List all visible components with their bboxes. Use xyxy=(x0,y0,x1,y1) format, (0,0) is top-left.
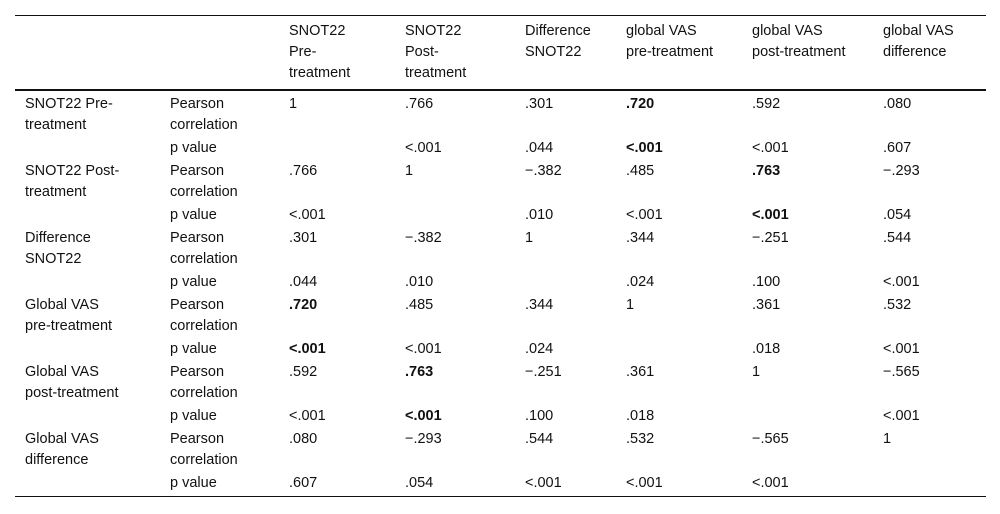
pearson-value: −.382 xyxy=(405,230,442,246)
pearson-label: Pearson correlation xyxy=(170,431,238,468)
pearson-value: .592 xyxy=(289,364,318,380)
p-value-label: p value xyxy=(170,408,217,424)
pearson-value: 1 xyxy=(289,96,298,112)
column-header: global VAS difference xyxy=(883,23,954,60)
p-value: .100 xyxy=(752,274,781,290)
pearson-value: −.565 xyxy=(752,431,789,447)
row-variable-label: Global VAS difference xyxy=(25,431,99,468)
pearson-value: .766 xyxy=(289,163,318,179)
p-value: <.001 xyxy=(883,408,920,424)
p-value: <.001 xyxy=(289,341,326,357)
p-value: .044 xyxy=(525,140,554,156)
p-value: .054 xyxy=(883,207,912,223)
pearson-value: .485 xyxy=(405,297,434,313)
row-variable-label: Global VAS pre-treatment xyxy=(25,297,113,334)
column-header: SNOT22 Pre- treatment xyxy=(289,23,351,81)
p-value: .010 xyxy=(405,274,434,290)
p-value-label: p value xyxy=(170,140,217,156)
p-value-label: p value xyxy=(170,207,217,223)
pearson-value: 1 xyxy=(752,364,761,380)
row-variable-label: SNOT22 Post- treatment xyxy=(25,163,120,200)
pearson-value: .080 xyxy=(883,96,912,112)
p-value: .018 xyxy=(752,341,781,357)
p-value: <.001 xyxy=(883,274,920,290)
p-value: .607 xyxy=(289,475,318,491)
p-value: .018 xyxy=(626,408,655,424)
pearson-value: .720 xyxy=(626,96,655,112)
column-header: Difference SNOT22 xyxy=(525,23,591,60)
table-top-rule xyxy=(15,15,986,16)
p-value: <.001 xyxy=(405,408,442,424)
pearson-value: .532 xyxy=(626,431,655,447)
pearson-value: −.565 xyxy=(883,364,920,380)
pearson-value: .485 xyxy=(626,163,655,179)
pearson-value: .361 xyxy=(752,297,781,313)
p-value: .044 xyxy=(289,274,318,290)
column-header: global VAS post-treatment xyxy=(752,23,846,60)
pearson-value: −.382 xyxy=(525,163,562,179)
pearson-label: Pearson correlation xyxy=(170,364,238,401)
p-value: .024 xyxy=(626,274,655,290)
column-header: SNOT22 Post- treatment xyxy=(405,23,467,81)
p-value: <.001 xyxy=(752,207,789,223)
pearson-value: .344 xyxy=(626,230,655,246)
pearson-value: .592 xyxy=(752,96,781,112)
p-value: .010 xyxy=(525,207,554,223)
pearson-value: .301 xyxy=(525,96,554,112)
row-variable-label: Global VAS post-treatment xyxy=(25,364,119,401)
p-value: .100 xyxy=(525,408,554,424)
pearson-value: .720 xyxy=(289,297,318,313)
pearson-label: Pearson correlation xyxy=(170,297,238,334)
table-header-rule xyxy=(15,89,986,91)
p-value-label: p value xyxy=(170,274,217,290)
p-value-label: p value xyxy=(170,341,217,357)
pearson-value: −.293 xyxy=(883,163,920,179)
pearson-value: −.251 xyxy=(752,230,789,246)
p-value: <.001 xyxy=(405,341,442,357)
p-value: <.001 xyxy=(752,475,789,491)
p-value-label: p value xyxy=(170,475,217,491)
p-value: .607 xyxy=(883,140,912,156)
pearson-value: .763 xyxy=(405,364,434,380)
pearson-value: .544 xyxy=(525,431,554,447)
p-value: <.001 xyxy=(626,475,663,491)
pearson-label: Pearson correlation xyxy=(170,230,238,267)
pearson-value: .080 xyxy=(289,431,318,447)
p-value: <.001 xyxy=(883,341,920,357)
pearson-value: .361 xyxy=(626,364,655,380)
pearson-value: 1 xyxy=(405,163,414,179)
row-variable-label: Difference SNOT22 xyxy=(25,230,91,267)
column-header: global VAS pre-treatment xyxy=(626,23,714,60)
pearson-value: −.251 xyxy=(525,364,562,380)
p-value: <.001 xyxy=(289,207,326,223)
p-value: <.001 xyxy=(405,140,442,156)
pearson-value: .544 xyxy=(883,230,912,246)
pearson-value: −.293 xyxy=(405,431,442,447)
pearson-label: Pearson correlation xyxy=(170,163,238,200)
p-value: .054 xyxy=(405,475,434,491)
p-value: <.001 xyxy=(752,140,789,156)
pearson-value: .344 xyxy=(525,297,554,313)
p-value: <.001 xyxy=(289,408,326,424)
pearson-value: .763 xyxy=(752,163,781,179)
pearson-value: .766 xyxy=(405,96,434,112)
pearson-value: .301 xyxy=(289,230,318,246)
pearson-value: 1 xyxy=(626,297,635,313)
p-value: .024 xyxy=(525,341,554,357)
pearson-label: Pearson correlation xyxy=(170,96,238,133)
p-value: <.001 xyxy=(626,140,663,156)
table-bottom-rule xyxy=(15,496,986,497)
pearson-value: 1 xyxy=(883,431,892,447)
pearson-value: .532 xyxy=(883,297,912,313)
p-value: <.001 xyxy=(525,475,562,491)
row-variable-label: SNOT22 Pre- treatment xyxy=(25,96,113,133)
p-value: <.001 xyxy=(626,207,663,223)
pearson-value: 1 xyxy=(525,230,534,246)
